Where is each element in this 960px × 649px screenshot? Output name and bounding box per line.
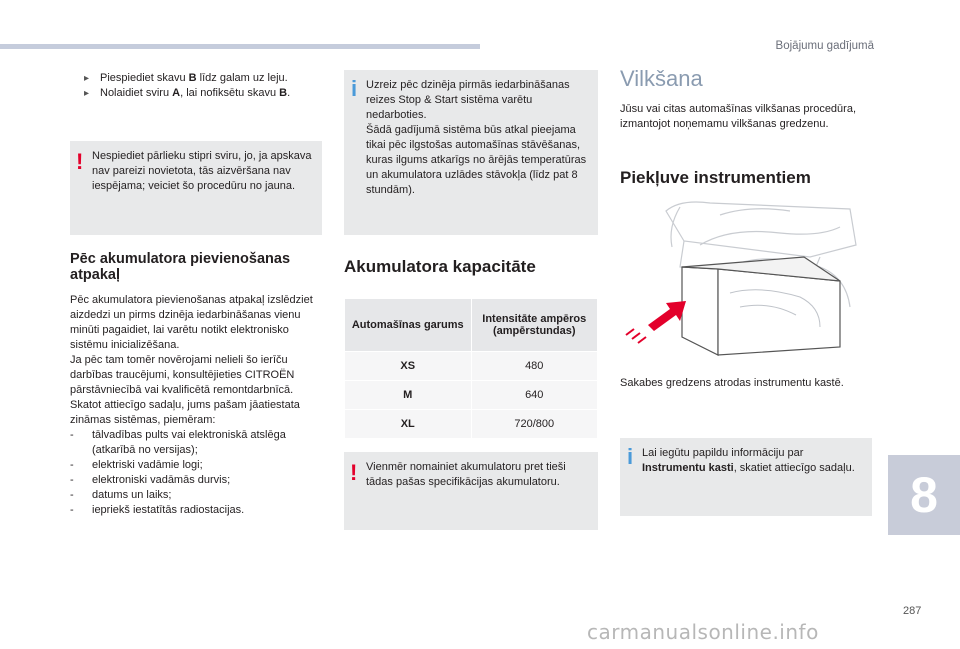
table-cell: M — [345, 381, 472, 410]
reset-list — [70, 428, 324, 518]
paragraph: Pēc akumulatora pievienošanas atpakaļ izslēdziet aizdedzi un pirms dzinēja iedarbināšanas vienu minūti pagaidiet, lai varētu notikt elektronisko sistēmu inicializēšana. — [70, 294, 313, 351]
section-heading: Pēc akumulatora pievienošanas atpakaļ — [70, 251, 291, 283]
towing-title: Vilkšana — [620, 66, 703, 91]
tools-heading: Piekļuve instrumentiem — [620, 168, 811, 187]
warning-box-lever — [70, 141, 322, 235]
chapter-tab[interactable]: 8 — [888, 455, 960, 535]
info-icon: i — [627, 444, 634, 469]
table-cell: 480 — [471, 352, 598, 381]
warning-icon: ! — [76, 149, 84, 174]
reconnect-section — [70, 251, 324, 518]
table-cell: XS — [345, 352, 472, 381]
list-item: - iepriekš iestatītās radiostacijas. — [70, 504, 245, 516]
table-header-row — [345, 299, 598, 352]
capacity-heading: Akumulatora kapacitāte — [344, 257, 536, 276]
header-bar — [0, 44, 480, 49]
arrow-bullet-icon: ▸ — [84, 73, 90, 84]
info-box-toolbox — [620, 438, 872, 516]
warning-text: Vienmēr nomainiet akumulatoru pret tieši tādas pašas specifikācijas akumulatoru. — [366, 461, 566, 488]
column-header: Intensitāte ampēros (ampērstundas) — [471, 299, 598, 352]
info-box-stop-start — [344, 70, 598, 235]
section-title: Bojājumu gadījumā — [775, 40, 874, 52]
info-text: Lai iegūtu papildu informāciju par Instrumentu kasti, skatiet attiecīgo sadaļu. — [642, 447, 855, 474]
table-cell: XL — [345, 410, 472, 439]
watermark: carmanualsonline.info — [587, 620, 819, 644]
list-item: - elektriski vadāmie logi; — [70, 459, 203, 471]
toolbox-link[interactable]: Instrumentu kasti — [642, 462, 734, 474]
steps-list — [84, 71, 324, 101]
list-item: - datums un laiks; — [70, 489, 172, 501]
table-cell: 720/800 — [471, 410, 598, 439]
column-header: Automašīnas garums — [345, 299, 472, 352]
table-row — [345, 352, 598, 381]
info-icon: i — [351, 76, 358, 101]
towing-intro: Jūsu vai citas automašīnas vilkšanas procedūra, izmantojot noņemamu vilkšanas gredzenu. — [620, 103, 857, 130]
list-item: - tālvadības pults vai elektroniskā atslēga (atkarībā no versijas); — [70, 429, 286, 456]
paragraph: Ja pēc tam tomēr novērojami nelieli šo ierīču darbības traucējumi, konsultējieties CITROËN pārstāvniecībā vai kvalificētā remontdarbnīcā. — [70, 354, 295, 396]
step-2: ▸ Nolaidiet sviru A, lai nofiksētu skavu B. — [84, 87, 291, 99]
warning-icon: ! — [350, 460, 358, 485]
list-item: - elektroniski vadāmās durvis; — [70, 474, 231, 486]
table-row — [345, 381, 598, 410]
table-cell: 640 — [471, 381, 598, 410]
warning-text: Nespiediet pārlieku stipri sviru, jo, ja apskava nav pareizi novietota, tās aizvēršana nav iespējama; veiciet šo procedūru no jauna. — [92, 150, 312, 192]
warning-box-battery — [344, 452, 598, 530]
info-text: Uzreiz pēc dzinēja pirmās iedarbināšanas reizes Stop & Start sistēma varētu nedarboties. Šādā gadījumā sistēma būs atkal pieejama tikai pēc ilgstošas automašīnas stāvēšanas, kuras ilgums atkarīgs no ārējās temperatūras un akumulatora uzlādes stāvokļa (līdz pat 8 stundām). — [366, 79, 587, 196]
step-1: ▸ Piespiediet skavu B līdz galam uz leju. — [84, 72, 288, 84]
arrow-bullet-icon: ▸ — [84, 88, 90, 99]
paragraph: Skatot attiecīgo sadaļu, jums pašam jāatiestata zināmas sistēmas, piemēram: — [70, 399, 300, 426]
capacity-table — [344, 298, 598, 439]
table-row — [345, 410, 598, 439]
page-number: 287 — [903, 605, 922, 617]
illustration-caption: Sakabes gredzens atrodas instrumentu kastē. — [620, 377, 844, 389]
toolbox-illustration — [620, 197, 868, 357]
pointer-arrow-icon — [626, 301, 686, 343]
